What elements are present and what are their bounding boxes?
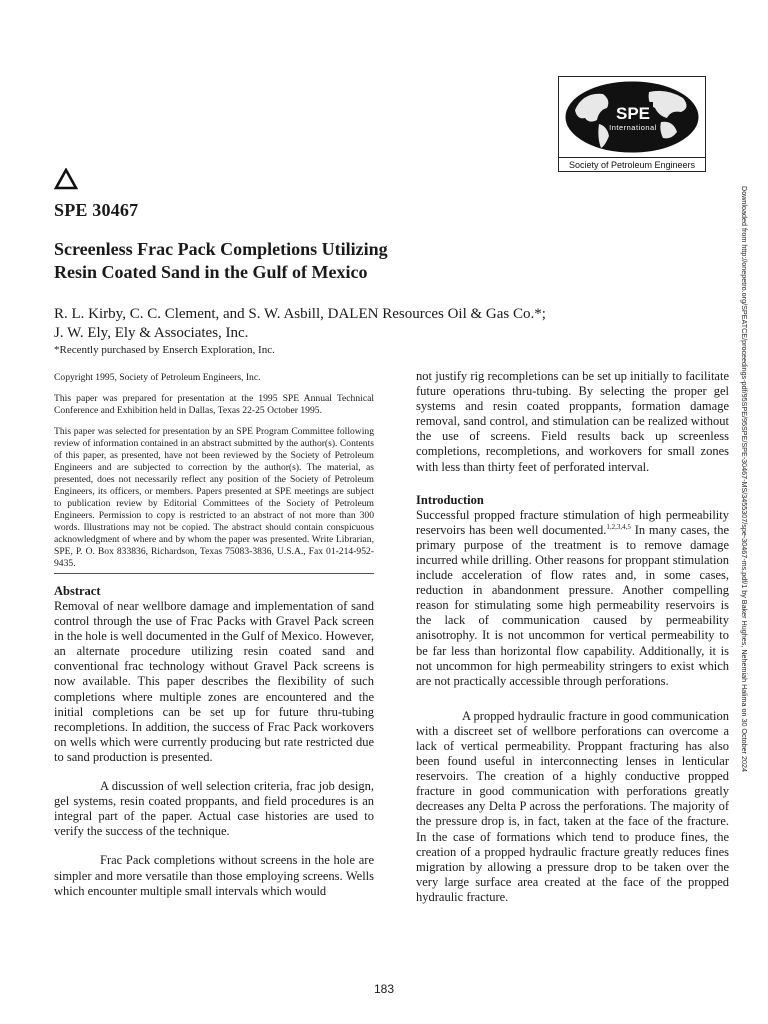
copyright-notice: Copyright 1995, Society of Petroleum Engineers, Inc. — [54, 372, 261, 383]
spe-logo — [558, 76, 706, 172]
introduction-heading: Introduction — [416, 492, 484, 507]
intro-references: 1,2,3,4,5 — [606, 522, 631, 531]
selection-notice: This paper was selected for presentation by an SPE Program Committee following review of information contained in an abstract submitted by the author(s). Contents of this paper, as presented, have not been reviewed by the Society of Petroleum Engineers and are subjected to correction by the author(s). The material, as presented, does not necessarily reflect any position of the Society of Petroleum Engineers, its officers, or members. Papers presented at SPE meetings are subject to publication review by Editorial Committees of the Society of Petroleum Engineers. Permission to copy is restricted to an abstract of not more than 300 words. Illustrations may not be copied. The abstract should contain conspicuous acknowledgment of where and by whom the paper was presented. Write Librarian, SPE, P. O. Box 833836, Richardson, Texas 75083-3836, U.S.A., Fax 01-214-952-9435. — [54, 426, 374, 569]
logo-caption: Society of Petroleum Engineers — [559, 157, 705, 172]
prepared-notice: This paper was prepared for presentation at the 1995 SPE Annual Technical Conference and Exhibition held in Dallas, Texas 22-25 October 1995. — [54, 393, 374, 416]
authors-line-1: R. L. Kirby, C. C. Clement, and S. W. Asbill, DALEN Resources Oil & Gas Co.*; — [54, 306, 546, 322]
abstract-paragraph-3-continued: not justify rig recompletions can be set up initially to facilitate future operations thru-tubing. By selecting the proper gel systems and resin coated proppants, formation damage removal, sand control, and stimulation can be realized without the use of screens. Field results back up screenless completions, recompletions, and workovers for small zones with less than thirty feet of perforated interval. — [416, 369, 729, 474]
authors — [54, 305, 714, 358]
download-watermark: Downloaded from http://onepetro.org/SPEATCE/proceedings-pdf/95SPE/95SPE/SPE-30467-MS/3455307/spe-30467-ms.pdf/1 by Baker Hughes, Nehemiah Halima on 30 October 2024 — [740, 186, 749, 772]
abstract-paragraph-1: Removal of near wellbore damage and implementation of sand control through the use of Frac Packs with Gravel Pack screen in the hole is well documented in the Gulf of Mexico. However, an alternate procedure utilizing resin coated sand and conventional frac technology without Gravel Pack screens is now available. This paper describes the flexibility of such completions where multiple zones are encountered and the initial completions can be set up for future thru-tubing recompletions. In addition, the success of Frac Pack workovers on wells which were currently producing but rate restricted due to sand production is presented. — [54, 599, 374, 764]
page-number: 183 — [373, 982, 395, 996]
paper-number: SPE 30467 — [54, 200, 139, 220]
left-column — [54, 372, 374, 899]
abstract-heading: Abstract — [54, 584, 101, 598]
front-matter — [54, 372, 374, 574]
logo-acronym: SPE — [615, 104, 651, 123]
introduction-paragraph-1 — [416, 508, 729, 689]
authors-line-2: J. W. Ely, Ely & Associates, Inc. — [54, 325, 249, 341]
right-column — [416, 369, 729, 905]
authors-note: *Recently purchased by Enserch Exploration, Inc. — [54, 344, 275, 356]
intro-p1-part-a: Successful propped fracture stimulation of high permeability reservoirs has been well documented. — [416, 507, 729, 537]
introduction-paragraph-2: A propped hydraulic fracture in good communication with a discreet set of wellbore perforations can overcome a lack of vertical permeability. Proppant fracturing has also been found useful in interconnecting lenses in lenticular reservoirs. The creation of a highly conductive propped fracture in good communication with perforations greatly decreases any Delta P across the perforations. The majority of the pressure drop is, in fact, taken at the face of the fracture. In the case of formations which tend to produce fines, the creation of a propped hydraulic fracture greatly reduces fines migration by allowing a pressure drop to be taken over the very large surface area created at the face of the propped hydraulic fracture. — [416, 708, 729, 904]
abstract-paragraph-2: A discussion of well selection criteria, frac job design, gel systems, resin coated proppants, and field procedures is an integral part of the paper. Actual case histories are used to verify the success of the technique. — [54, 779, 374, 839]
delta-icon — [54, 168, 78, 190]
logo-subtitle: International — [609, 123, 657, 132]
title-line-2: Resin Coated Sand in the Gulf of Mexico — [54, 262, 368, 282]
title-line-1: Screenless Frac Pack Completions Utilizing — [54, 239, 388, 259]
globe-icon — [563, 80, 701, 154]
paper-title — [54, 238, 514, 284]
intro-p1-part-b: In many cases, the primary purpose of the treatment is to remove damage incurred while drilling. Other reasons for proppant stimulation include acceleration of flow rates and, in some cases, reduction in abandonment pressure. Another compelling reason for stimulating some high permeability reservoirs is the lack of communication caused by permeability anisotrophy. It is not uncommon for vertical permeability to be far less than horizontal flow capability. Additionally, it is not uncommon for high permeability stringers to exist which are not practically accessible through perforations. — [416, 522, 730, 688]
abstract-paragraph-3: Frac Pack completions without screens in the hole are simpler and more versatile than those employing screens. Wells which encounter multiple small intervals which would — [54, 853, 374, 898]
